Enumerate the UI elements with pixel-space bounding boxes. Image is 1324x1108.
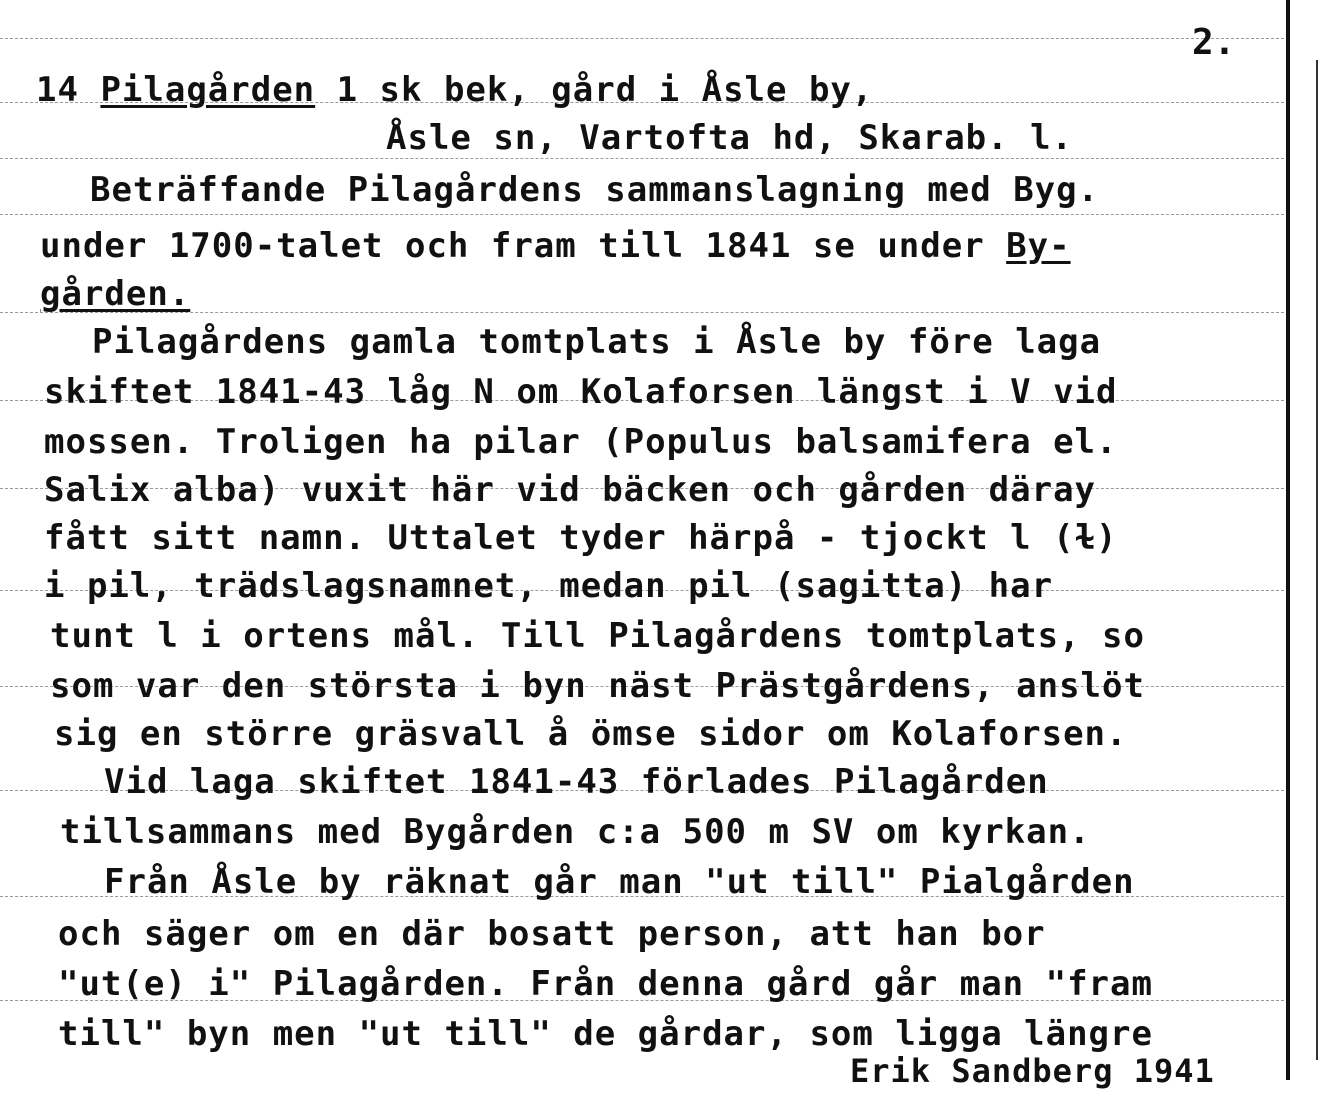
text-line: "ut(e) i" Pilagården. Från denna gård går man "fram <box>58 964 1153 1004</box>
text-line: Beträffande Pilagårdens sammanslagning med Byg. <box>90 170 1100 210</box>
text-line: skiftet 1841-43 låg N om Kolaforsen längst i V vid <box>44 372 1118 412</box>
text-line: i pil, trädslagsnamnet, medan pil (sagitta) har <box>44 566 1054 606</box>
text-line: fått sitt namn. Uttalet tyder härpå - tjockt l (ɫ) <box>44 518 1118 558</box>
text-line <box>40 226 1071 266</box>
ruled-line <box>0 38 1284 39</box>
margin-line <box>1316 60 1318 1060</box>
ruled-line <box>0 158 1284 159</box>
heading-name: Pilagården <box>100 70 316 110</box>
text-line: Vid laga skiftet 1841-43 förlades Pilagården <box>104 762 1049 802</box>
text-line: som var den största i byn näst Prästgårdens, anslöt <box>50 666 1145 706</box>
text-line: tillsammans med Bygården c:a 500 m SV om kyrkan. <box>60 812 1091 852</box>
text-line: Pilagårdens gamla tomtplats i Åsle by före laga <box>92 322 1102 362</box>
margin-line <box>1286 0 1290 1080</box>
text-segment: under 1700-talet och fram till 1841 se under <box>40 226 1007 266</box>
text-line: till" byn men "ut till" de gårdar, som ligga längre <box>58 1014 1153 1054</box>
text-line: och säger om en där bosatt person, att han bor <box>58 914 1046 954</box>
text-line: Salix alba) vuxit här vid bäcken och gården däray <box>44 470 1097 510</box>
text-line: sig en större gräsvall å ömse sidor om Kolaforsen. <box>54 714 1128 754</box>
ruled-line <box>0 214 1284 215</box>
signature: Erik Sandberg 1941 <box>850 1052 1215 1090</box>
heading-number: 14 <box>36 70 79 110</box>
heading-line <box>36 70 873 110</box>
cross-reference: By- <box>1006 226 1071 266</box>
text-line: Från Åsle by räknat går man "ut till" Pialgården <box>104 862 1135 902</box>
page-number: 2. <box>1192 22 1236 63</box>
text-line: tunt l i ortens mål. Till Pilagårdens tomtplats, so <box>50 616 1145 656</box>
ruled-line <box>0 312 1284 313</box>
heading-rest: 1 sk bek, gård i Åsle by, <box>315 70 874 110</box>
text-line: mossen. Troligen ha pilar (Populus balsamifera el. <box>44 422 1118 462</box>
text-line: Åsle sn, Vartofta hd, Skarab. l. <box>386 118 1074 158</box>
cross-reference: gården. <box>40 274 191 314</box>
